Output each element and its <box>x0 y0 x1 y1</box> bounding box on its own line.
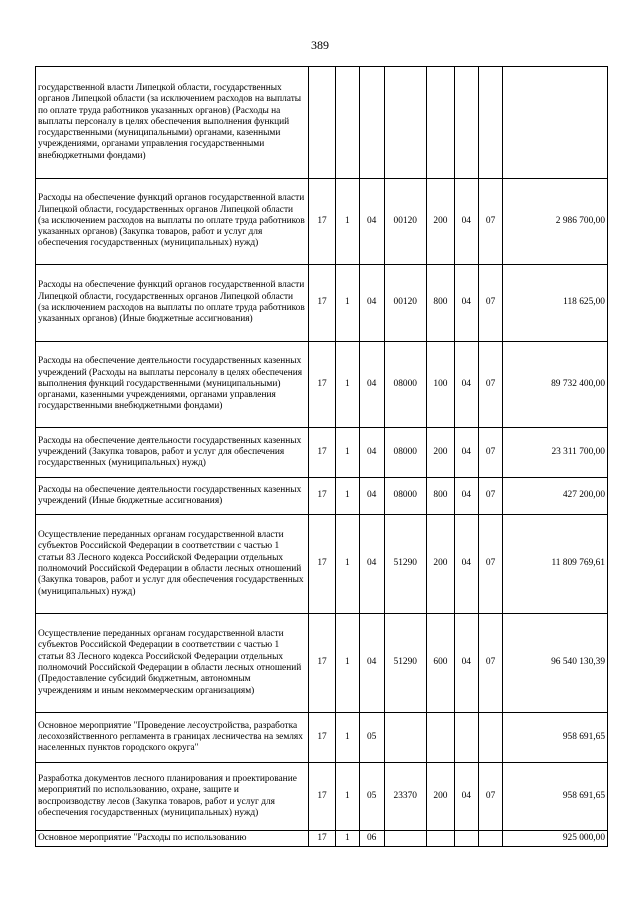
code-col-1-cell: 17 <box>309 428 336 478</box>
code-col-6-cell: 04 <box>454 515 478 614</box>
amount-cell: 925 000,00 <box>503 831 608 847</box>
row-name-cell: Расходы на обеспечение деятельности государственных казенных учреждений (Иные бюджетные ассигнования) <box>36 478 309 515</box>
table-row <box>36 713 608 763</box>
code-col-7-cell: 07 <box>478 179 503 265</box>
row-name-cell: Расходы на обеспечение деятельности государственных казенных учреждений (Расходы на выплаты персоналу в целях обеспечения выполнения функций государственными (муниципальными) органами, казенными учреждениями, органами управления государственными внебюджетными фондами) <box>36 342 309 428</box>
amount-cell: 958 691,65 <box>503 713 608 763</box>
row-name-cell: государственной власти Липецкой области, государственных органов Липецкой области (за исключением расходов на выплаты по оплате труда работников указанных органов) (Расходы на выплаты персоналу в целях обеспечения выполнения функций государственными (муниципальными) органами, казенными учреждениями, органами управления государственными внебюджетными фондами) <box>36 67 309 179</box>
code-col-6-cell: 04 <box>454 478 478 515</box>
table-row <box>36 265 608 342</box>
code-col-5-cell <box>426 67 454 179</box>
code-col-2-cell: 1 <box>335 614 359 713</box>
table-row <box>36 478 608 515</box>
code-col-7-cell: 07 <box>478 342 503 428</box>
code-col-2-cell: 1 <box>335 428 359 478</box>
code-col-2-cell: 1 <box>335 515 359 614</box>
page-number: 389 <box>311 38 329 52</box>
code-col-1-cell <box>309 67 336 179</box>
amount-cell: 96 540 130,39 <box>503 614 608 713</box>
code-col-5-cell: 100 <box>426 342 454 428</box>
row-name-cell: Расходы на обеспечение функций органов государственной власти Липецкой области, государственных органов Липецкой области (за исключением расходов на выплаты по оплате труда работников указанных органов) (Иные бюджетные ассигнования) <box>36 265 309 342</box>
row-name-cell: Основное мероприятие "Проведение лесоустройства, разработка лесохозяйственного регламента в границах лесничества на землях населенных пунктов городского округа" <box>36 713 309 763</box>
code-col-6-cell: 04 <box>454 342 478 428</box>
code-col-1-cell: 17 <box>309 265 336 342</box>
code-col-3-cell: 04 <box>359 515 384 614</box>
code-col-1-cell: 17 <box>309 614 336 713</box>
code-col-4-cell <box>384 67 426 179</box>
code-col-5-cell: 600 <box>426 614 454 713</box>
amount-cell: 118 625,00 <box>503 265 608 342</box>
code-col-7-cell: 07 <box>478 515 503 614</box>
code-col-1-cell: 17 <box>309 478 336 515</box>
budget-table <box>35 66 608 847</box>
code-col-4-cell: 08000 <box>384 478 426 515</box>
table-row <box>36 515 608 614</box>
code-col-6-cell: 04 <box>454 763 478 831</box>
code-col-4-cell: 51290 <box>384 515 426 614</box>
amount-cell <box>503 67 608 179</box>
code-col-6-cell <box>454 831 478 847</box>
table-row <box>36 614 608 713</box>
budget-table-body <box>36 67 608 847</box>
code-col-5-cell: 200 <box>426 763 454 831</box>
code-col-5-cell: 800 <box>426 478 454 515</box>
row-name-cell: Расходы на обеспечение деятельности государственных казенных учреждений (Закупка товаров, работ и услуг для обеспечения государственных (муниципальных) нужд) <box>36 428 309 478</box>
code-col-1-cell: 17 <box>309 763 336 831</box>
row-name-cell: Осуществление переданных органам государственной власти субъектов Российской Федерации в соответствии с частью 1 статьи 83 Лесного кодекса Российской Федерации отдельных полномочий Российской Федерации в области лесных отношений (Закупка товаров, работ и услуг для обеспечения государственных (муниципальных) нужд) <box>36 515 309 614</box>
row-name-cell: Осуществление переданных органам государственной власти субъектов Российской Федерации в соответствии с частью 1 статьи 83 Лесного кодекса Российской Федерации отдельных полномочий Российской Федерации в области лесных отношений (Предоставление субсидий бюджетным, автономным учреждениям и иным некоммерческим организациям) <box>36 614 309 713</box>
amount-cell: 2 986 700,00 <box>503 179 608 265</box>
code-col-2-cell: 1 <box>335 763 359 831</box>
amount-cell: 427 200,00 <box>503 478 608 515</box>
code-col-3-cell: 04 <box>359 265 384 342</box>
code-col-2-cell: 1 <box>335 478 359 515</box>
code-col-2-cell: 1 <box>335 342 359 428</box>
code-col-3-cell: 04 <box>359 428 384 478</box>
code-col-3-cell <box>359 67 384 179</box>
code-col-6-cell: 04 <box>454 179 478 265</box>
code-col-7-cell: 07 <box>478 478 503 515</box>
code-col-2-cell <box>335 67 359 179</box>
table-row <box>36 179 608 265</box>
code-col-2-cell: 1 <box>335 179 359 265</box>
code-col-1-cell: 17 <box>309 515 336 614</box>
code-col-1-cell: 17 <box>309 831 336 847</box>
table-row <box>36 763 608 831</box>
code-col-5-cell: 200 <box>426 179 454 265</box>
code-col-6-cell <box>454 713 478 763</box>
code-col-6-cell: 04 <box>454 614 478 713</box>
code-col-4-cell <box>384 831 426 847</box>
code-col-7-cell: 07 <box>478 614 503 713</box>
code-col-6-cell <box>454 67 478 179</box>
code-col-7-cell <box>478 831 503 847</box>
code-col-4-cell: 08000 <box>384 342 426 428</box>
row-name-cell: Основное мероприятие "Расходы по использованию <box>36 831 309 847</box>
code-col-4-cell: 00120 <box>384 265 426 342</box>
amount-cell: 958 691,65 <box>503 763 608 831</box>
code-col-3-cell: 05 <box>359 713 384 763</box>
code-col-6-cell: 04 <box>454 428 478 478</box>
amount-cell: 11 809 769,61 <box>503 515 608 614</box>
code-col-1-cell: 17 <box>309 713 336 763</box>
code-col-4-cell: 51290 <box>384 614 426 713</box>
row-name-cell: Расходы на обеспечение функций органов государственной власти Липецкой области, государственных органов Липецкой области (за исключением расходов на выплаты по оплате труда работников указанных органов) (Закупка товаров, работ и услуг для обеспечения государственных (муниципальных) нужд) <box>36 179 309 265</box>
code-col-2-cell: 1 <box>335 831 359 847</box>
code-col-3-cell: 04 <box>359 614 384 713</box>
code-col-3-cell: 04 <box>359 179 384 265</box>
code-col-4-cell <box>384 713 426 763</box>
row-name-cell: Разработка документов лесного планирования и проектирование мероприятий по использованию, охране, защите и воспроизводству лесов (Закупка товаров, работ и услуг для обеспечения государственных (муниципальных) нужд) <box>36 763 309 831</box>
code-col-5-cell: 800 <box>426 265 454 342</box>
code-col-5-cell: 200 <box>426 515 454 614</box>
code-col-2-cell: 1 <box>335 713 359 763</box>
code-col-3-cell: 06 <box>359 831 384 847</box>
code-col-7-cell <box>478 67 503 179</box>
code-col-7-cell: 07 <box>478 763 503 831</box>
code-col-4-cell: 23370 <box>384 763 426 831</box>
table-row <box>36 67 608 179</box>
code-col-3-cell: 05 <box>359 763 384 831</box>
code-col-7-cell <box>478 713 503 763</box>
code-col-2-cell: 1 <box>335 265 359 342</box>
table-row <box>36 342 608 428</box>
code-col-4-cell: 00120 <box>384 179 426 265</box>
code-col-1-cell: 17 <box>309 342 336 428</box>
code-col-5-cell <box>426 831 454 847</box>
code-col-4-cell: 08000 <box>384 428 426 478</box>
code-col-3-cell: 04 <box>359 478 384 515</box>
code-col-1-cell: 17 <box>309 179 336 265</box>
table-row <box>36 831 608 847</box>
table-row <box>36 428 608 478</box>
code-col-5-cell: 200 <box>426 428 454 478</box>
amount-cell: 23 311 700,00 <box>503 428 608 478</box>
code-col-6-cell: 04 <box>454 265 478 342</box>
code-col-3-cell: 04 <box>359 342 384 428</box>
amount-cell: 89 732 400,00 <box>503 342 608 428</box>
code-col-5-cell <box>426 713 454 763</box>
code-col-7-cell: 07 <box>478 428 503 478</box>
code-col-7-cell: 07 <box>478 265 503 342</box>
